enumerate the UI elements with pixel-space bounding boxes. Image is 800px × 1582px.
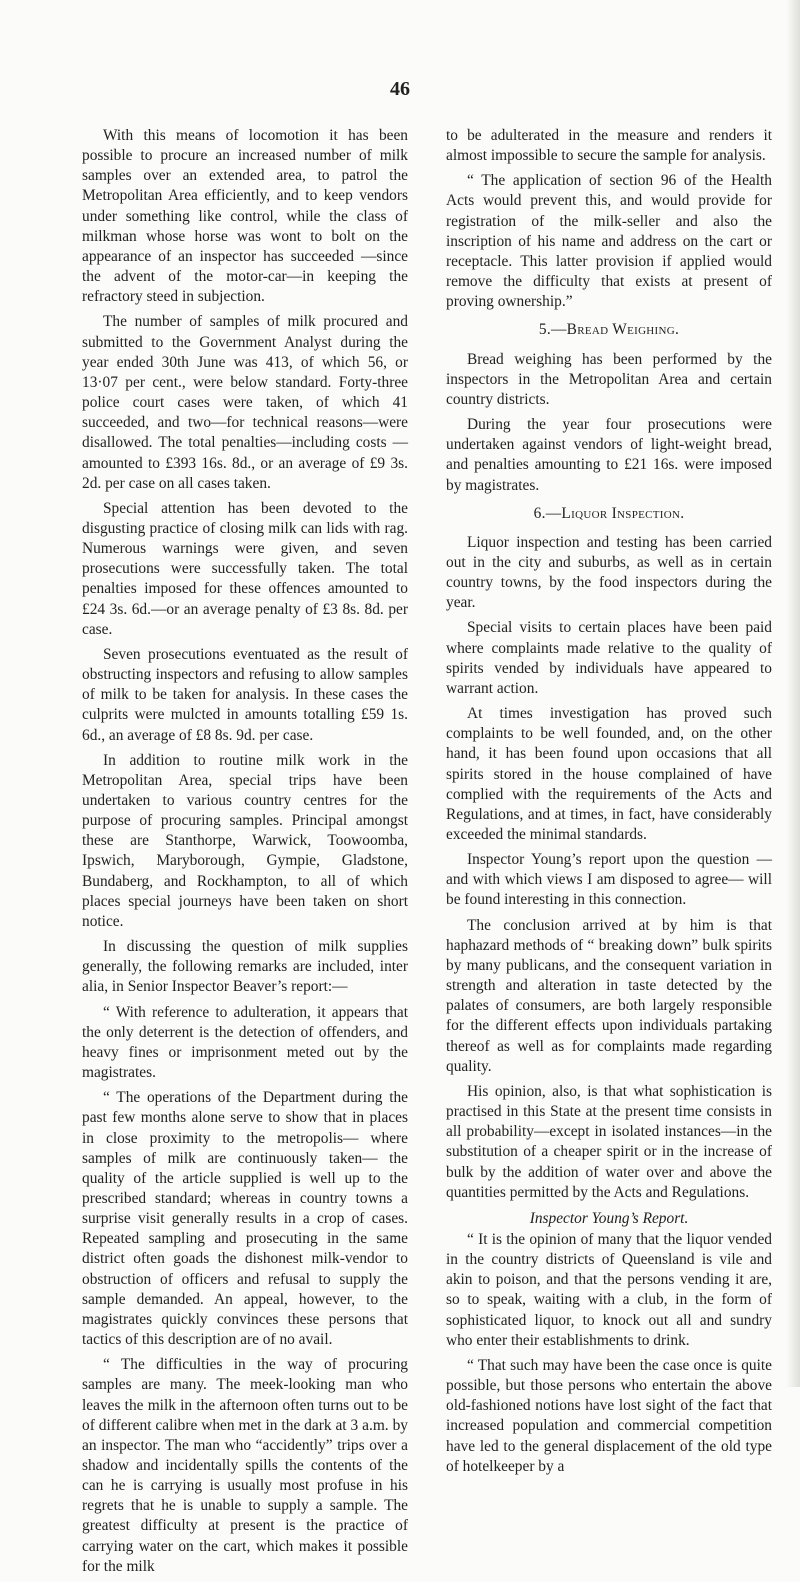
paragraph: During the year four prosecutions were undertaken against vendors of light-weight bread, and penalties amounting to £21 16s. were imposed by magistrates.: [446, 416, 772, 494]
quote-paragraph: “ With reference to adulteration, it appears that the only deterrent is the detection of offenders, and heavy fines or imprisonment meted out by the magistrates.: [82, 1003, 408, 1082]
paragraph: to be adulterated in the measure and renders it almost impossible to secure the sample for analysis.: [446, 127, 772, 165]
quote-paragraph: “ That such may have been the case once is quite possible, but those persons who entertain the above old-fashioned notions have lost sight of the fact that increased population and commercial competition have led to the general displacement of the old type of hotelkeeper by a: [446, 1356, 772, 1475]
quote-paragraph: “ It is the opinion of many that the liquor vended in the country districts of Queensland is vile and akin to poison, and that the persons vending it are, so to speak, waiting with a club, in the form of sophisticated liquor, to knock out all and sundry who enter their establishments to drink.: [446, 1230, 772, 1349]
paragraph: Liquor inspection and testing has been carried out in the city and suburbs, as well as in certain country towns, by the food inspectors during the year.: [446, 533, 772, 612]
left-column: [82, 126, 408, 1582]
paragraph: The number of samples of milk procured and submitted to the Government Analyst during the year ended 30th June was 413, of which 56, or 13·07 per cent., were below standard. Forty-three police court cases were taken, of which 41 succeeded, and two—for technical reasons—were disallowed. The total penalties—including costs —amounted to £393 16s. 8d., or an average of £9 3s. 2d. per case on all cases taken.: [82, 313, 408, 492]
page-edge-shadow: [786, 0, 800, 1387]
paragraph: Special visits to certain places have been paid where complaints made relative to the quality of spirits vended by individuals have appeared to warrant action.: [446, 619, 772, 697]
page-number: 46: [390, 78, 410, 100]
right-column: [446, 126, 772, 1482]
quote-paragraph: “ The difficulties in the way of procuring samples are many. The meek-looking man who leaves the milk in the afternoon often turns out to be of different calibre when met in the dark at 3 a.m. by an inspector. The man who “accidently” trips over a shadow and incidentally spills the contents of the can he is carrying is usually most profuse in his regrets that he is unable to supply a sample. The greatest difficulty at present is the practice of carrying water on the cart, which makes it possible for the milk: [82, 1356, 408, 1575]
paragraph: In discussing the question of milk supplies generally, the following remarks are included, inter alia, in Senior Inspector Beaver’s report:—: [82, 938, 408, 996]
paragraph: Seven prosecutions eventuated as the result of obstructing inspectors and refusing to allow samples of milk to be taken for analysis. In these cases the culprits were mulcted in amounts totalling £59 1s. 6d., an average of £8 8s. 9d. per case.: [82, 645, 408, 744]
section-heading-bread-weighing: 5.—Bread Weighing.: [538, 321, 680, 339]
paragraph: In addition to routine milk work in the Metropolitan Area, special trips have been undertaken to various country centres for the purpose of procuring samples. Principal amongst these are Stanthorpe, Warwick, Toowoomba, Ipswich, Maryborough, Gympie, Gladstone, Bundaberg, and Rockhampton, to all of which places special journeys have been taken on short notice.: [82, 751, 408, 930]
paragraph: Inspector Young’s report upon the question —and with which views I am disposed to agree— will be found interesting in this connection.: [446, 851, 772, 909]
section-heading-liquor-inspection: 6.—Liquor Inspection.: [533, 504, 685, 522]
paragraph: His opinion, also, is that what sophistication is practised in this State at the present time consists in all probability—except in isolated instances—in the substitution of a cheaper spirit or in the increase of bulk by the addition of water over and above the quantities permitted by the Acts and Regulations.: [446, 1082, 772, 1201]
paragraph: Special attention has been devoted to the disgusting practice of closing milk can lids with rag. Numerous warnings were given, and seven prosecutions were successfully taken. The total penalties imposed for these offences amounted to £24 3s. 6d.—or an average penalty of £3 8s. 8d. per case.: [82, 499, 408, 638]
quote-paragraph: “ The operations of the Department during the past few months alone serve to show that in places in close proximity to the metropolis— where samples of milk are continuously taken— the quality of the article supplied is well up to the prescribed standard; whereas in country towns a surprise visit generally results in a crop of cases. Repeated sampling and prosecuting in the same district often goads the dishonest milk-vendor to obstruction of officers and refusal to supply the sample demanded. An appeal, however, to the magistrates quickly convinces these persons that tactics of this description are of no avail.: [82, 1089, 408, 1349]
quote-paragraph: “ The application of section 96 of the Health Acts would prevent this, and would provide for registration of the milk-seller and also the inscription of his name and address on the cart or receptacle. This latter provision if applied would remove the difficulty that exists at present of proving ownership.”: [446, 172, 772, 311]
paragraph: With this means of locomotion it has been possible to procure an increased number of milk samples over an extended area, to patrol the Metropolitan Area efficiently, and to keep vendors under something like control, while the class of milkman whose horse was wont to bolt on the appearance of an inspector has succeeded —since the advent of the motor-car—in keeping the refractory steed in subjection.: [82, 127, 408, 306]
paragraph: Bread weighing has been performed by the inspectors in the Metropolitan Area and certain country districts.: [446, 350, 772, 408]
paragraph: The conclusion arrived at by him is that haphazard methods of “ breaking down” bulk spirits by many publicans, and the consequent variation in strength and alteration in taste detected by the palates of consumers, are both largely responsible for the different effects upon individuals partaking thereof as well as for complaints made regarding quality.: [446, 916, 772, 1075]
subheading-inspector-report: Inspector Young’s Report.: [529, 1209, 689, 1227]
paragraph: At times investigation has proved such complaints to be well founded, and, on the other hand, it has been found upon occasions that all spirits stored in the house complained of have complied with the requirements of the Acts and Regulations, and at times, in fact, have considerably exceeded the minimal standards.: [446, 705, 772, 843]
